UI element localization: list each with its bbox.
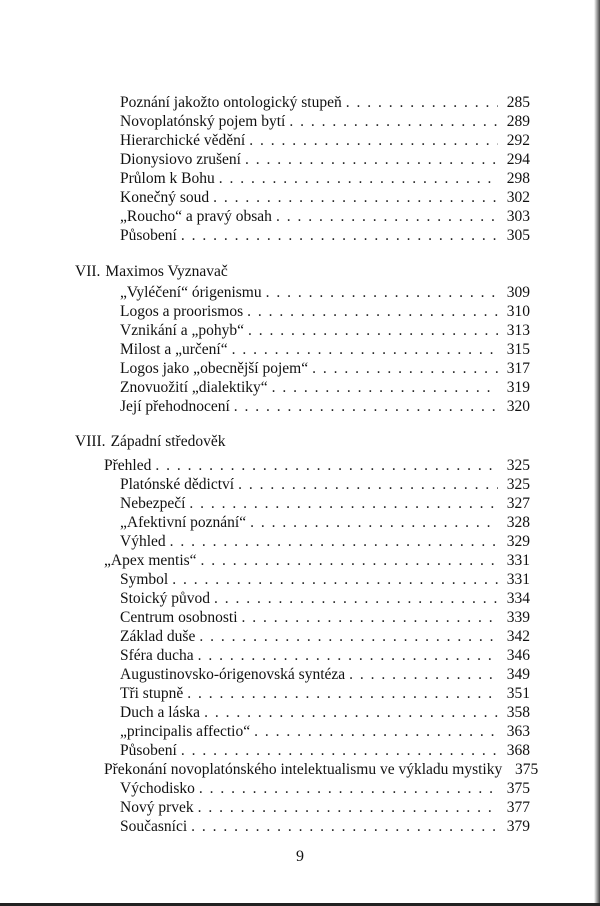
toc-entry-label: Konečný soud: [120, 189, 210, 206]
dot-leader: [189, 494, 498, 513]
toc-entry-page: 305: [506, 227, 530, 244]
chapter-number: VIII.: [75, 433, 106, 450]
dot-leader: [276, 207, 498, 226]
chapter-heading: [75, 432, 225, 452]
toc-entry-page: 325: [506, 476, 530, 493]
toc-entry: [120, 283, 530, 302]
toc-entry-page: 317: [506, 360, 530, 377]
toc-entry: [120, 302, 530, 321]
dot-leader: [187, 684, 498, 703]
dot-leader: [172, 570, 498, 589]
toc-section-page: 325: [506, 457, 530, 474]
toc-entry-page: 363: [506, 723, 530, 740]
toc-entry-label: Logos a proorismos: [120, 303, 244, 320]
toc-section-page: 331: [506, 552, 530, 569]
dot-leader: [198, 798, 498, 817]
toc-entry: [120, 207, 530, 226]
toc-entry-label: Symbol: [120, 571, 169, 588]
dot-leader: [199, 779, 498, 798]
toc-entry: [120, 665, 530, 684]
toc-entry-label: Východisko: [120, 780, 195, 797]
toc-section: [104, 760, 539, 779]
toc-entry-label: Působení: [120, 227, 177, 244]
dot-leader: [254, 722, 498, 741]
toc-entry: [120, 608, 530, 627]
dot-leader: [219, 169, 498, 188]
toc-entry-page: 319: [506, 379, 530, 396]
toc-entry-page: 339: [506, 609, 530, 626]
chapter-title: Západní středověk: [110, 433, 226, 450]
chapter-heading: [75, 262, 228, 282]
dot-leader: [272, 378, 498, 397]
dot-leader: [181, 226, 498, 245]
toc-entry-page: 346: [506, 647, 530, 664]
toc-entry-label: Augustinovsko-órigenovská syntéza: [120, 666, 346, 683]
toc-entry: [120, 188, 530, 207]
toc-entry: [120, 646, 530, 665]
toc-entry-label: Platónské dědictví: [120, 476, 235, 493]
toc-entry-label: Milost a „určení“: [120, 341, 228, 358]
toc-section-label: Přehled: [104, 457, 152, 474]
toc-entry-label: Stoický původ: [120, 590, 210, 607]
dot-leader: [349, 665, 498, 684]
dot-leader: [266, 283, 498, 302]
toc-entry: [120, 570, 530, 589]
toc-entry-page: 309: [506, 284, 530, 301]
toc-entry-label: „principalis affectio“: [120, 723, 251, 740]
toc-entry-page: 342: [506, 628, 530, 645]
toc-entry-label: Nebezpečí: [120, 495, 186, 512]
toc-entry-label: Vznikání a „pohyb“: [120, 322, 244, 339]
toc-entry-page: 331: [506, 571, 530, 588]
toc-entry-page: 313: [506, 322, 530, 339]
dot-leader: [242, 608, 498, 627]
toc-entry: [120, 93, 530, 112]
dot-leader: [346, 93, 498, 112]
dot-leader: [198, 646, 498, 665]
dot-leader: [201, 551, 498, 570]
chapter-title: Maximos Vyznavač: [105, 263, 228, 280]
toc-entry: [120, 779, 530, 798]
toc-entry: [120, 131, 530, 150]
toc-entry: [120, 532, 530, 551]
dot-leader: [312, 359, 498, 378]
toc-entry-page: 368: [506, 742, 530, 759]
toc-entry-page: 303: [506, 208, 530, 225]
toc-entry-label: Nový prvek: [120, 799, 194, 816]
toc-entry: [120, 340, 530, 359]
toc-entry-label: Tři stupně: [120, 685, 184, 702]
toc-entry: [120, 741, 530, 760]
dot-leader: [232, 340, 498, 359]
toc-entry-page: 328: [506, 514, 530, 531]
toc-entry: [120, 378, 530, 397]
toc-entry: [120, 494, 530, 513]
toc-entry-label: Hierarchické vědění: [120, 132, 246, 149]
toc-entry-label: Logos jako „obecnější pojem“: [120, 360, 309, 377]
toc-entry-label: Znovuožití „dialektiky“: [120, 379, 268, 396]
dot-leader: [170, 532, 498, 551]
dot-leader: [247, 302, 498, 321]
toc-entry: [120, 817, 530, 836]
toc-entry-label: Působení: [120, 742, 177, 759]
toc-entry-page: 334: [506, 590, 530, 607]
toc-entry-page: 379: [506, 818, 530, 835]
toc-entry-label: Sféra ducha: [120, 647, 194, 664]
dot-leader: [181, 741, 498, 760]
toc-entry-page: 292: [506, 132, 530, 149]
dot-leader: [289, 112, 498, 131]
toc-entry-page: 358: [506, 704, 530, 721]
toc-entry: [120, 589, 530, 608]
toc-entry-label: Centrum osobnosti: [120, 609, 238, 626]
toc-entry-label: Výhled: [120, 533, 166, 550]
toc-entry: [120, 226, 530, 245]
page-edge: [594, 0, 600, 906]
toc-entry-page: 285: [506, 94, 530, 111]
dot-leader: [155, 456, 498, 475]
toc-entry-label: Novoplatónský pojem bytí: [120, 113, 286, 130]
toc-entry-page: 329: [506, 533, 530, 550]
toc-section-label: Překonání novoplatónského intelektualismu ve výkladu mystiky: [104, 761, 503, 778]
toc-entry-label: Její přehodnocení: [120, 398, 230, 415]
toc-entry-label: Poznání jakožto ontologický stupeň: [120, 94, 342, 111]
dot-leader: [204, 703, 498, 722]
dot-leader: [250, 513, 498, 532]
toc-entry-page: 351: [506, 685, 530, 702]
toc-entry: [120, 150, 530, 169]
toc-section-label: „Apex mentis“: [104, 552, 197, 569]
dot-leader: [248, 321, 498, 340]
toc-entry: [120, 684, 530, 703]
toc-entry-page: 377: [506, 799, 530, 816]
toc-entry: [120, 475, 530, 494]
dot-leader: [234, 397, 498, 416]
toc-entry-label: Základ duše: [120, 628, 196, 645]
toc-section: [104, 456, 530, 475]
dot-leader: [245, 150, 498, 169]
toc-entry-page: 320: [506, 398, 530, 415]
dot-leader: [214, 589, 498, 608]
toc-entry: [120, 703, 530, 722]
toc-entry-label: „Vyléčení“ órigenismu: [120, 284, 262, 301]
toc-entry-page: 289: [506, 113, 530, 130]
toc-entry-label: Průlom k Bohu: [120, 170, 215, 187]
toc-entry: [120, 397, 530, 416]
dot-leader: [238, 475, 498, 494]
toc-entry: [120, 513, 530, 532]
toc-entry: [120, 798, 530, 817]
toc-entry: [120, 722, 530, 741]
toc-entry: [120, 627, 530, 646]
dot-leader: [199, 627, 498, 646]
toc-entry-page: 327: [506, 495, 530, 512]
chapter-number: VII.: [75, 263, 101, 280]
toc-entry-page: 302: [506, 189, 530, 206]
toc-entry-page: 315: [506, 341, 530, 358]
toc-entry-label: Dionysiovo zrušení: [120, 151, 241, 168]
dot-leader: [249, 131, 498, 150]
toc-entry-page: 349: [506, 666, 530, 683]
toc-section-page: 375: [514, 761, 539, 778]
dot-leader: [213, 188, 498, 207]
toc-entry: [120, 321, 530, 340]
dot-leader: [191, 817, 498, 836]
toc-entry-label: Současníci: [120, 818, 188, 835]
toc-entry: [120, 112, 530, 131]
toc-entry-page: 298: [506, 170, 530, 187]
toc-entry-page: 294: [506, 151, 530, 168]
toc-entry-label: „Afektivní poznání“: [120, 514, 247, 531]
toc-section: [104, 551, 530, 570]
page-number: 9: [296, 848, 304, 865]
toc-entry: [120, 169, 530, 188]
toc-entry-label: „Roucho“ a pravý obsah: [120, 208, 272, 225]
toc-entry-page: 375: [506, 780, 530, 797]
toc-entry-label: Duch a láska: [120, 704, 201, 721]
toc-entry-page: 310: [506, 303, 530, 320]
toc-entry: [120, 359, 530, 378]
